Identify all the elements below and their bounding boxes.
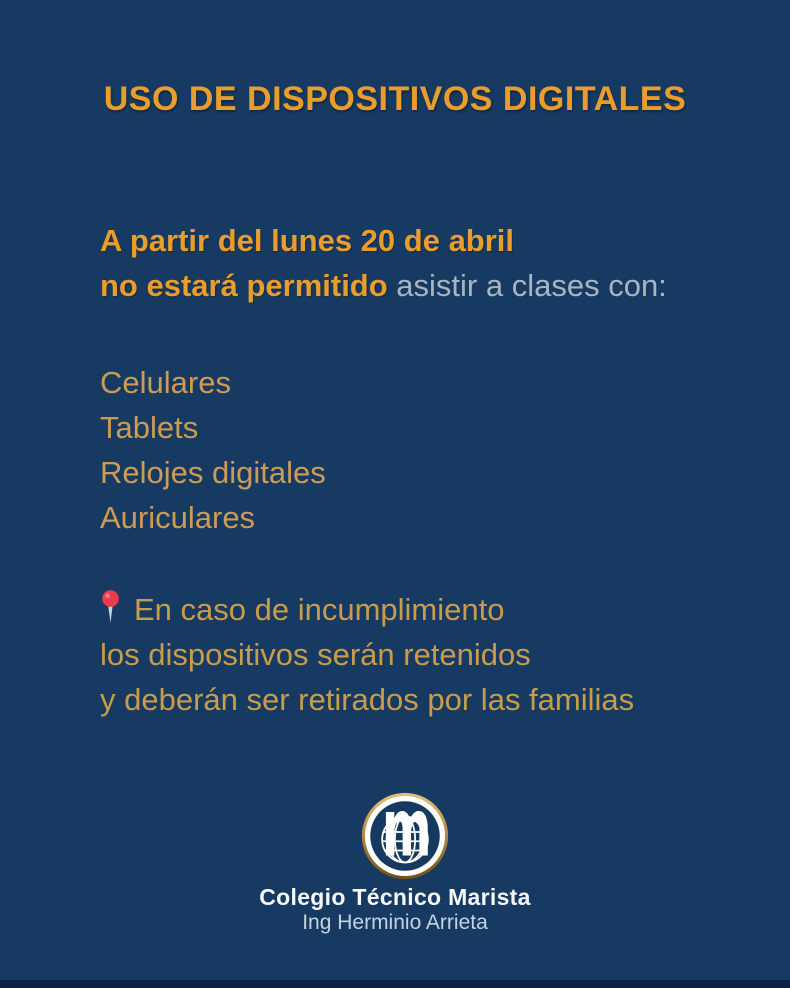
svg-text:m: m (382, 792, 432, 875)
intro-line1-bold: A partir del lunes 20 de abril (100, 223, 515, 258)
marista-globe-logo (361, 792, 449, 880)
device-item-tablets: Tablets (100, 410, 199, 445)
device-item-celulares: Celulares (100, 365, 231, 400)
notice-line1-text: En caso de incumplimiento (134, 592, 505, 627)
intro-line-1 (100, 218, 730, 263)
device-list (100, 360, 326, 540)
notice-text (100, 587, 750, 722)
school-subtitle: Ing Herminio Arrieta (302, 911, 488, 934)
bottom-strip (0, 980, 790, 988)
round-pushpin-icon (100, 590, 121, 624)
notice-line-1 (100, 587, 750, 632)
intro-line-2 (100, 263, 730, 308)
intro-text (100, 218, 730, 308)
notice-line-3: y deberán ser retirados por las familias (100, 682, 635, 717)
device-item-auriculares: Auriculares (100, 500, 256, 535)
device-item-relojes: Relojes digitales (100, 455, 326, 490)
poster-title: USO DE DISPOSITIVOS DIGITALES (103, 80, 687, 118)
notice-line-2: los dispositivos serán retenidos (100, 637, 531, 672)
school-name: Colegio Técnico Marista (259, 884, 531, 910)
intro-line2-plain: asistir a clases con: (387, 268, 667, 303)
marista-m-glyph (382, 792, 432, 875)
intro-line2-bold: no estará permitido (100, 268, 388, 303)
